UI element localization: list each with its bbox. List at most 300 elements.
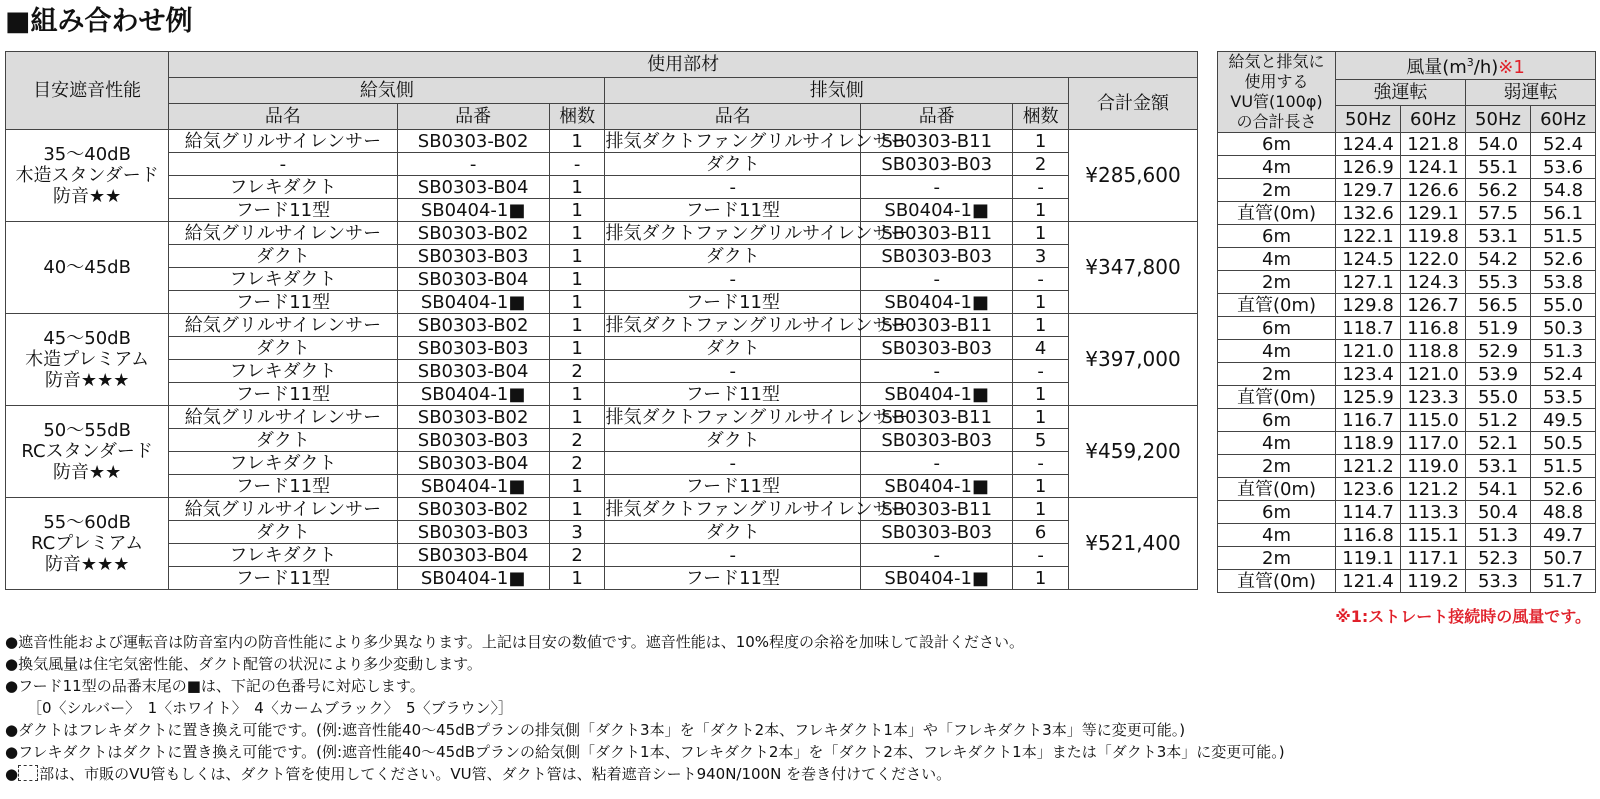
note-item: ●フード11型の品番末尾の■は、下記の色番号に対応します。 — [5, 677, 425, 695]
exhaust-part-name: 排気ダクトファングリルサイレンサー — [605, 222, 909, 244]
vu-length: 2m — [1218, 363, 1336, 386]
header-airflow — [1336, 52, 1596, 80]
exhaust-qty: - — [1013, 452, 1069, 475]
exhaust-part-number: - — [861, 452, 1013, 475]
table-row — [1218, 547, 1596, 570]
table-row — [1218, 202, 1596, 225]
weak-50hz: 56.2 — [1466, 179, 1531, 202]
exhaust-qty: 1 — [1013, 222, 1069, 245]
total-price: ¥459,200 — [1069, 406, 1198, 498]
header-weak-60hz: 60Hz — [1531, 106, 1596, 133]
supply-part-number: SB0303-B03 — [397, 429, 549, 452]
note-item: ●換気風量は住宅気密性能、ダクト配管の状況により多少変動します。 — [5, 655, 482, 673]
table-row — [1218, 271, 1596, 294]
header-exhaust-name: 品名 — [605, 104, 861, 130]
table-row — [1218, 386, 1596, 409]
supply-part-number: SB0303-B03 — [397, 245, 549, 268]
dashed-box-icon — [18, 765, 38, 781]
supply-part-name: ダクト — [169, 245, 397, 268]
vu-length: 直管(0m) — [1218, 202, 1336, 225]
vu-length: 4m — [1218, 156, 1336, 179]
vu-length: 2m — [1218, 455, 1336, 478]
strong-60hz: 119.2 — [1401, 570, 1466, 593]
table-row — [6, 245, 1198, 268]
supply-qty: 1 — [549, 222, 605, 245]
supply-part-name: 給気グリルサイレンサー — [169, 222, 397, 245]
supply-part-name: ダクト — [169, 521, 397, 544]
header-weak-50hz: 50Hz — [1466, 106, 1531, 133]
strong-50hz: 114.7 — [1336, 501, 1401, 524]
table-row — [1218, 225, 1596, 248]
supply-part-number: SB0404-1■ — [397, 383, 549, 406]
header-exhaust-number: 品番 — [861, 104, 1013, 130]
supply-qty: 1 — [549, 176, 605, 199]
weak-50hz: 51.3 — [1466, 524, 1531, 547]
vu-length: 2m — [1218, 271, 1336, 294]
vu-length: 6m — [1218, 133, 1336, 156]
level-cell: 40〜45dB — [6, 222, 169, 314]
exhaust-part-number: - — [861, 544, 1013, 567]
supply-part-name: 給気グリルサイレンサー — [169, 130, 397, 153]
supply-part-number: - — [397, 153, 549, 176]
supply-qty: 2 — [549, 360, 605, 383]
vu-length: 4m — [1218, 524, 1336, 547]
supply-qty: 1 — [549, 337, 605, 360]
header-vu-length — [1218, 52, 1336, 133]
vu-length: 直管(0m) — [1218, 294, 1336, 317]
supply-qty: 3 — [549, 521, 605, 544]
total-price: ¥521,400 — [1069, 498, 1198, 590]
weak-60hz: 50.7 — [1531, 547, 1596, 570]
supply-part-number: SB0303-B02 — [397, 406, 549, 429]
strong-60hz: 115.0 — [1401, 409, 1466, 432]
weak-60hz: 52.6 — [1531, 248, 1596, 271]
supply-part-name: フード11型 — [169, 199, 397, 222]
header-exhaust-side: 排気側 — [605, 78, 1069, 104]
exhaust-part-name: 排気ダクトファングリルサイレンサー — [605, 498, 909, 520]
table-row — [6, 153, 1198, 176]
table-row — [1218, 294, 1596, 317]
table-row — [6, 475, 1198, 498]
supply-part-number: SB0303-B02 — [397, 130, 549, 153]
exhaust-qty: - — [1013, 176, 1069, 199]
supply-part-name: フード11型 — [169, 567, 397, 590]
weak-60hz: 48.8 — [1531, 501, 1596, 524]
weak-50hz: 53.3 — [1466, 570, 1531, 593]
exhaust-part-name: ダクト — [605, 337, 861, 360]
strong-50hz: 122.1 — [1336, 225, 1401, 248]
weak-50hz: 50.4 — [1466, 501, 1531, 524]
weak-50hz: 52.9 — [1466, 340, 1531, 363]
table-row — [6, 268, 1198, 291]
header-strong-50hz: 50Hz — [1336, 106, 1401, 133]
weak-60hz: 50.3 — [1531, 317, 1596, 340]
exhaust-part-name: フード11型 — [605, 475, 861, 498]
header-supply-qty: 梱数 — [549, 104, 605, 130]
note-bullet: ● — [5, 765, 19, 783]
table-row — [6, 222, 1198, 245]
supply-part-name: フレキダクト — [169, 360, 397, 383]
vu-length-label: 給気と排気に 使用する VU管(100φ) の合計長さ — [1228, 52, 1325, 131]
weak-50hz: 56.5 — [1466, 294, 1531, 317]
exhaust-part-number: SB0303-B03 — [861, 337, 1013, 360]
vu-length: 6m — [1218, 317, 1336, 340]
strong-60hz: 122.0 — [1401, 248, 1466, 271]
strong-60hz: 115.1 — [1401, 524, 1466, 547]
strong-60hz: 117.1 — [1401, 547, 1466, 570]
weak-60hz: 50.5 — [1531, 432, 1596, 455]
supply-qty: 1 — [549, 130, 605, 153]
header-strong: 強運転 — [1336, 79, 1466, 106]
supply-part-name: フード11型 — [169, 291, 397, 314]
exhaust-part-number: SB0303-B11 — [861, 222, 1013, 245]
strong-50hz: 121.0 — [1336, 340, 1401, 363]
airflow-footnote: ※1:ストレート接続時の風量です。 — [1335, 607, 1591, 626]
supply-part-name: フレキダクト — [169, 544, 397, 567]
weak-60hz: 49.5 — [1531, 409, 1596, 432]
total-price: ¥397,000 — [1069, 314, 1198, 406]
supply-qty: 1 — [549, 268, 605, 291]
strong-50hz: 116.7 — [1336, 409, 1401, 432]
strong-60hz: 124.3 — [1401, 271, 1466, 294]
supply-part-number: SB0303-B03 — [397, 337, 549, 360]
exhaust-qty: 6 — [1013, 521, 1069, 544]
table-row — [6, 383, 1198, 406]
weak-50hz: 55.1 — [1466, 156, 1531, 179]
exhaust-part-name: - — [605, 544, 861, 567]
supply-part-name: 給気グリルサイレンサー — [169, 498, 397, 521]
weak-50hz: 51.2 — [1466, 409, 1531, 432]
supply-qty: 2 — [549, 544, 605, 567]
exhaust-part-name: フード11型 — [605, 291, 861, 314]
airflow-label-sup: 3 — [1466, 56, 1474, 70]
exhaust-part-name: - — [605, 176, 861, 199]
weak-60hz: 53.8 — [1531, 271, 1596, 294]
supply-part-name: - — [169, 153, 397, 176]
strong-60hz: 119.8 — [1401, 225, 1466, 248]
weak-60hz: 53.6 — [1531, 156, 1596, 179]
exhaust-part-name: フード11型 — [605, 199, 861, 222]
level-cell: 35〜40dB 木造スタンダード 防音★★ — [6, 130, 169, 222]
supply-part-number: SB0303-B04 — [397, 452, 549, 475]
strong-50hz: 132.6 — [1336, 202, 1401, 225]
table-row — [6, 360, 1198, 383]
vu-length: 直管(0m) — [1218, 570, 1336, 593]
exhaust-part-name: 排気ダクトファングリルサイレンサー — [605, 406, 909, 428]
note-item: ●ダクトはフレキダクトに置き換え可能です。(例:遮音性能40〜45dBプランの排気側「ダクト3本」を「ダクト2本、フレキダクト1本」や「フレキダクト3本」等に変更可能。) — [5, 721, 1186, 739]
exhaust-part-number: SB0303-B11 — [861, 314, 1013, 337]
strong-50hz: 121.2 — [1336, 455, 1401, 478]
note-item-vu — [5, 763, 1585, 785]
exhaust-qty: - — [1013, 268, 1069, 291]
supply-part-number: SB0303-B03 — [397, 521, 549, 544]
weak-60hz: 56.1 — [1531, 202, 1596, 225]
combination-table — [5, 51, 1198, 590]
exhaust-part-name: 排気ダクトファングリルサイレンサー — [605, 314, 909, 336]
table-row — [1218, 363, 1596, 386]
header-total: 合計金額 — [1069, 78, 1198, 130]
exhaust-part-name: フード11型 — [605, 567, 861, 590]
total-price: ¥285,600 — [1069, 130, 1198, 222]
table-row — [6, 567, 1198, 590]
supply-qty: 2 — [549, 452, 605, 475]
exhaust-qty: 1 — [1013, 383, 1069, 406]
header-weak: 弱運転 — [1466, 79, 1596, 106]
color-codes: ［0〈シルバー〉 1〈ホワイト〉 4〈カームブラック〉 5〈ブラウン〉］ — [27, 699, 514, 717]
vu-length: 6m — [1218, 225, 1336, 248]
vu-length: 6m — [1218, 409, 1336, 432]
table-row — [6, 130, 1198, 153]
supply-part-number: SB0303-B02 — [397, 498, 549, 521]
vu-length: 2m — [1218, 179, 1336, 202]
weak-50hz: 52.1 — [1466, 432, 1531, 455]
exhaust-part-name: ダクト — [605, 429, 861, 452]
exhaust-qty: 1 — [1013, 291, 1069, 314]
supply-part-name: フード11型 — [169, 475, 397, 498]
strong-60hz: 116.8 — [1401, 317, 1466, 340]
weak-50hz: 52.3 — [1466, 547, 1531, 570]
exhaust-qty: - — [1013, 544, 1069, 567]
weak-60hz: 52.6 — [1531, 478, 1596, 501]
weak-60hz: 51.3 — [1531, 340, 1596, 363]
exhaust-qty: 1 — [1013, 406, 1069, 429]
supply-qty: 1 — [549, 245, 605, 268]
strong-50hz: 123.6 — [1336, 478, 1401, 501]
exhaust-part-name: ダクト — [605, 245, 861, 268]
exhaust-part-name: - — [605, 360, 861, 383]
supply-qty: 1 — [549, 567, 605, 590]
strong-50hz: 118.9 — [1336, 432, 1401, 455]
supply-part-number: SB0303-B04 — [397, 176, 549, 199]
table-row — [1218, 340, 1596, 363]
strong-50hz: 129.8 — [1336, 294, 1401, 317]
weak-60hz: 53.5 — [1531, 386, 1596, 409]
weak-50hz: 54.0 — [1466, 133, 1531, 156]
exhaust-part-name: - — [605, 452, 861, 475]
supply-part-number: SB0303-B02 — [397, 314, 549, 337]
supply-qty: 1 — [549, 291, 605, 314]
strong-50hz: 118.7 — [1336, 317, 1401, 340]
exhaust-part-number: SB0303-B03 — [861, 429, 1013, 452]
strong-60hz: 113.3 — [1401, 501, 1466, 524]
strong-50hz: 125.9 — [1336, 386, 1401, 409]
level-cell: 45〜50dB 木造プレミアム 防音★★★ — [6, 314, 169, 406]
exhaust-part-number: SB0404-1■ — [861, 567, 1013, 590]
table-row — [6, 406, 1198, 429]
strong-50hz: 121.4 — [1336, 570, 1401, 593]
airflow-table — [1217, 51, 1596, 593]
table-row — [6, 337, 1198, 360]
strong-50hz: 126.9 — [1336, 156, 1401, 179]
table-row — [1218, 501, 1596, 524]
supply-qty: 1 — [549, 498, 605, 521]
weak-50hz: 57.5 — [1466, 202, 1531, 225]
supply-part-number: SB0303-B02 — [397, 222, 549, 245]
total-price: ¥347,800 — [1069, 222, 1198, 314]
supply-part-name: フレキダクト — [169, 176, 397, 199]
exhaust-qty: 1 — [1013, 314, 1069, 337]
strong-50hz: 119.1 — [1336, 547, 1401, 570]
strong-50hz: 127.1 — [1336, 271, 1401, 294]
supply-qty: 1 — [549, 406, 605, 429]
supply-part-number: SB0303-B04 — [397, 268, 549, 291]
strong-50hz: 116.8 — [1336, 524, 1401, 547]
vu-length: 6m — [1218, 501, 1336, 524]
exhaust-part-number: SB0303-B03 — [861, 521, 1013, 544]
level-cell: 50〜55dB RCスタンダード 防音★★ — [6, 406, 169, 498]
exhaust-part-name: フード11型 — [605, 383, 861, 406]
strong-60hz: 126.7 — [1401, 294, 1466, 317]
exhaust-part-name: - — [605, 268, 861, 291]
weak-50hz: 53.9 — [1466, 363, 1531, 386]
vu-length: 直管(0m) — [1218, 478, 1336, 501]
table-row — [1218, 570, 1596, 593]
strong-50hz: 124.4 — [1336, 133, 1401, 156]
exhaust-qty: 1 — [1013, 199, 1069, 222]
table-row — [1218, 432, 1596, 455]
exhaust-part-name: ダクト — [605, 153, 861, 176]
supply-part-name: ダクト — [169, 429, 397, 452]
weak-50hz: 55.3 — [1466, 271, 1531, 294]
weak-60hz: 55.0 — [1531, 294, 1596, 317]
supply-part-name: フード11型 — [169, 383, 397, 406]
table-row — [6, 314, 1198, 337]
note-item: ●遮音性能および運転音は防音室内の防音性能により多少異なります。上記は目安の数値です。遮音性能は、10%程度の余裕を加味して設計ください。 — [5, 633, 1025, 651]
table-row — [1218, 133, 1596, 156]
strong-60hz: 121.8 — [1401, 133, 1466, 156]
strong-50hz: 124.5 — [1336, 248, 1401, 271]
vu-length: 4m — [1218, 432, 1336, 455]
exhaust-qty: 1 — [1013, 475, 1069, 498]
supply-qty: 2 — [549, 429, 605, 452]
supply-qty: 1 — [549, 199, 605, 222]
exhaust-qty: - — [1013, 360, 1069, 383]
exhaust-part-number: SB0303-B11 — [861, 498, 1013, 521]
weak-50hz: 54.1 — [1466, 478, 1531, 501]
strong-60hz: 124.1 — [1401, 156, 1466, 179]
header-exhaust-qty: 梱数 — [1013, 104, 1069, 130]
page-title: ■組み合わせ例 — [5, 6, 193, 37]
vu-length: 2m — [1218, 547, 1336, 570]
notes-list — [5, 631, 1585, 785]
table-row — [1218, 179, 1596, 202]
strong-60hz: 121.0 — [1401, 363, 1466, 386]
exhaust-qty: 4 — [1013, 337, 1069, 360]
supply-part-name: 給気グリルサイレンサー — [169, 314, 397, 337]
header-supply-name: 品名 — [169, 104, 397, 130]
table-row — [1218, 455, 1596, 478]
exhaust-qty: 1 — [1013, 567, 1069, 590]
table-row — [6, 544, 1198, 567]
supply-part-name: ダクト — [169, 337, 397, 360]
exhaust-part-number: SB0303-B03 — [861, 153, 1013, 176]
exhaust-part-name: 排気ダクトファングリルサイレンサー — [605, 130, 909, 152]
table-row — [6, 498, 1198, 521]
supply-part-number: SB0404-1■ — [397, 567, 549, 590]
supply-part-name: 給気グリルサイレンサー — [169, 406, 397, 429]
note-vu-text: 部は、市販のVU管もしくは、ダクト管を使用してください。VU管、ダクト管は、粘着遮音シート940N/100N を巻き付けてください。 — [39, 765, 952, 783]
exhaust-qty: 2 — [1013, 153, 1069, 176]
strong-60hz: 129.1 — [1401, 202, 1466, 225]
header-parts: 使用部材 — [169, 52, 1198, 78]
exhaust-part-number: SB0404-1■ — [861, 383, 1013, 406]
weak-60hz: 51.5 — [1531, 225, 1596, 248]
strong-60hz: 121.2 — [1401, 478, 1466, 501]
weak-60hz: 52.4 — [1531, 363, 1596, 386]
supply-qty: 1 — [549, 383, 605, 406]
exhaust-part-number: - — [861, 360, 1013, 383]
exhaust-qty: 1 — [1013, 130, 1069, 153]
weak-60hz: 52.4 — [1531, 133, 1596, 156]
weak-50hz: 53.1 — [1466, 455, 1531, 478]
exhaust-part-number: - — [861, 268, 1013, 291]
exhaust-qty: 5 — [1013, 429, 1069, 452]
airflow-label-suffix: /h) — [1473, 57, 1499, 79]
table-row — [6, 521, 1198, 544]
exhaust-part-name: ダクト — [605, 521, 861, 544]
weak-60hz: 51.5 — [1531, 455, 1596, 478]
supply-part-name: フレキダクト — [169, 268, 397, 291]
strong-60hz: 118.8 — [1401, 340, 1466, 363]
weak-50hz: 55.0 — [1466, 386, 1531, 409]
strong-60hz: 117.0 — [1401, 432, 1466, 455]
strong-50hz: 129.7 — [1336, 179, 1401, 202]
table-row — [6, 176, 1198, 199]
level-cell: 55〜60dB RCプレミアム 防音★★★ — [6, 498, 169, 590]
supply-part-number: SB0404-1■ — [397, 199, 549, 222]
header-supply-side: 給気側 — [169, 78, 605, 104]
weak-60hz: 54.8 — [1531, 179, 1596, 202]
weak-60hz: 51.7 — [1531, 570, 1596, 593]
airflow-label-prefix: 風量(m — [1406, 57, 1467, 79]
table-row — [6, 199, 1198, 222]
exhaust-part-number: SB0303-B11 — [861, 406, 1013, 429]
weak-50hz: 54.2 — [1466, 248, 1531, 271]
table-row — [1218, 248, 1596, 271]
weak-50hz: 53.1 — [1466, 225, 1531, 248]
table-row — [1218, 524, 1596, 547]
header-level: 目安遮音性能 — [6, 52, 169, 130]
vu-length: 4m — [1218, 340, 1336, 363]
header-supply-number: 品番 — [397, 104, 549, 130]
vu-length: 4m — [1218, 248, 1336, 271]
table-row — [1218, 409, 1596, 432]
exhaust-part-number: SB0404-1■ — [861, 199, 1013, 222]
supply-part-number: SB0303-B04 — [397, 360, 549, 383]
table-row — [6, 429, 1198, 452]
supply-part-number: SB0303-B04 — [397, 544, 549, 567]
strong-60hz: 126.6 — [1401, 179, 1466, 202]
exhaust-part-number: SB0404-1■ — [861, 475, 1013, 498]
strong-50hz: 123.4 — [1336, 363, 1401, 386]
supply-qty: - — [549, 153, 605, 176]
weak-60hz: 49.7 — [1531, 524, 1596, 547]
header-strong-60hz: 60Hz — [1401, 106, 1466, 133]
exhaust-qty: 3 — [1013, 245, 1069, 268]
exhaust-part-number: SB0303-B03 — [861, 245, 1013, 268]
exhaust-part-number: SB0404-1■ — [861, 291, 1013, 314]
table-row — [1218, 317, 1596, 340]
supply-part-number: SB0404-1■ — [397, 291, 549, 314]
table-row — [1218, 156, 1596, 179]
airflow-note-mark: ※1 — [1498, 57, 1525, 79]
vu-length: 直管(0m) — [1218, 386, 1336, 409]
supply-qty: 1 — [549, 475, 605, 498]
strong-60hz: 119.0 — [1401, 455, 1466, 478]
table-row — [1218, 478, 1596, 501]
supply-part-name: フレキダクト — [169, 452, 397, 475]
table-row — [6, 291, 1198, 314]
